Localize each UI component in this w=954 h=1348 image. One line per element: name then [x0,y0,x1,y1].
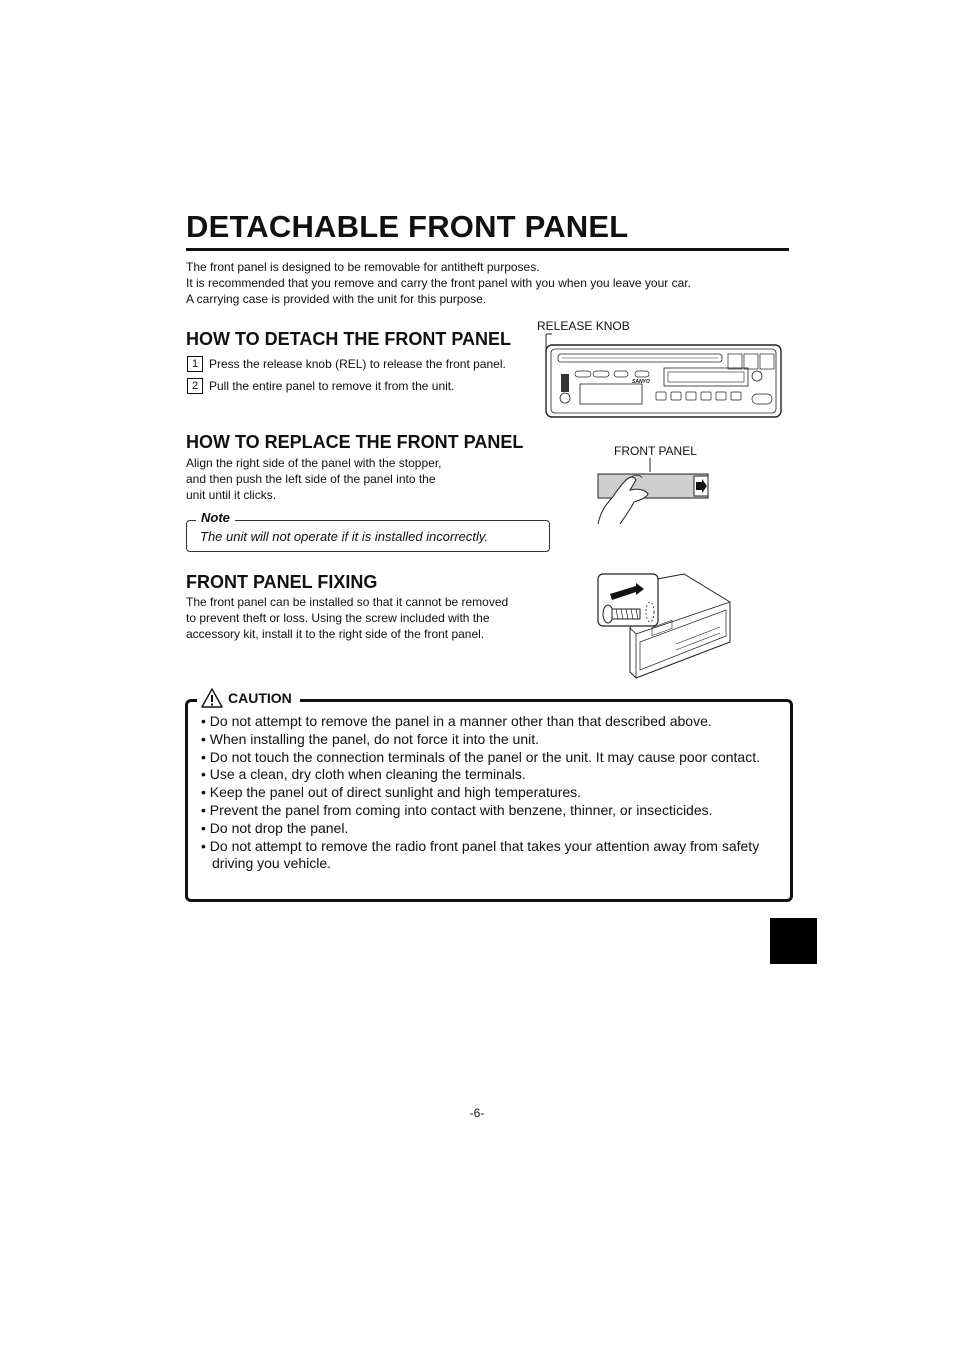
caution-list [201,713,781,873]
release-knob-label: RELEASE KNOB [537,319,630,333]
caution-label [197,688,300,708]
page-number: -6- [469,1106,485,1120]
caution-item: • Do not drop the panel. [201,819,349,836]
page-title: DETACHABLE FRONT PANEL [186,208,789,251]
replace-line: unit until it clicks. [186,488,277,502]
section-tab-marker [770,918,817,964]
note-label: Note [196,510,235,526]
caution-label-text: CAUTION [228,690,292,706]
fixing-line: to prevent theft or loss. Using the screw included with the [186,611,490,625]
caution-item: • Keep the panel out of direct sunlight and high temperatures. [201,784,582,801]
release-knob [561,374,569,392]
warning-triangle-icon [201,688,223,708]
car-stereo-front-panel-illustration [540,332,785,420]
screw-fixing-illustration [596,572,736,680]
caution-item: • Prevent the panel from coming into contact with benzene, thinner, or insecticides. [201,801,713,818]
detach-step-1 [187,356,506,372]
note-text: The unit will not operate if it is installed incorrectly. [200,529,489,544]
caution-item: • Use a clean, dry cloth when cleaning the terminals. [201,766,526,783]
step-text: Press the release knob (REL) to release the front panel. [209,357,506,371]
intro-line: It is recommended that you remove and carry the front panel with you when you leave your car. [186,276,691,290]
brand-logo: SANYO [632,379,650,385]
replace-line: Align the right side of the panel with the stopper, [186,456,442,470]
caution-item: • When installing the panel, do not force it into the unit. [201,730,539,747]
fixing-text [186,594,508,642]
detach-heading: HOW TO DETACH THE FRONT PANEL [186,329,511,349]
step-number: 2 [187,378,203,394]
fixing-line: The front panel can be installed so that it cannot be removed [186,595,509,609]
fixing-line: accessory kit, install it to the right side of the front panel. [186,627,485,641]
panel-outline [546,345,781,417]
intro-line: The front panel is designed to be removable for antitheft purposes. [186,260,540,274]
caution-item: • Do not touch the connection terminals of the panel or the unit. It may cause poor contact. [201,748,761,765]
caution-item: • Do not attempt to remove the panel in a manner other than that described above. [201,713,712,729]
detach-step-2 [187,378,454,394]
caution-item: • Do not attempt to remove the radio front panel that takes your attention away from safety driving you vehicle. [201,837,760,872]
step-text: Pull the entire panel to remove it from the unit. [209,379,455,393]
hand-pushing-panel-illustration [590,458,720,528]
replace-heading: HOW TO REPLACE THE FRONT PANEL [186,432,524,452]
fixing-heading: FRONT PANEL FIXING [186,572,378,592]
intro-line: A carrying case is provided with the unit for this purpose. [186,292,487,306]
front-panel-label: FRONT PANEL [614,444,697,458]
step-number: 1 [187,356,203,372]
replace-text [186,455,442,503]
replace-line: and then push the left side of the panel into the [186,472,436,486]
intro-text [186,259,691,307]
